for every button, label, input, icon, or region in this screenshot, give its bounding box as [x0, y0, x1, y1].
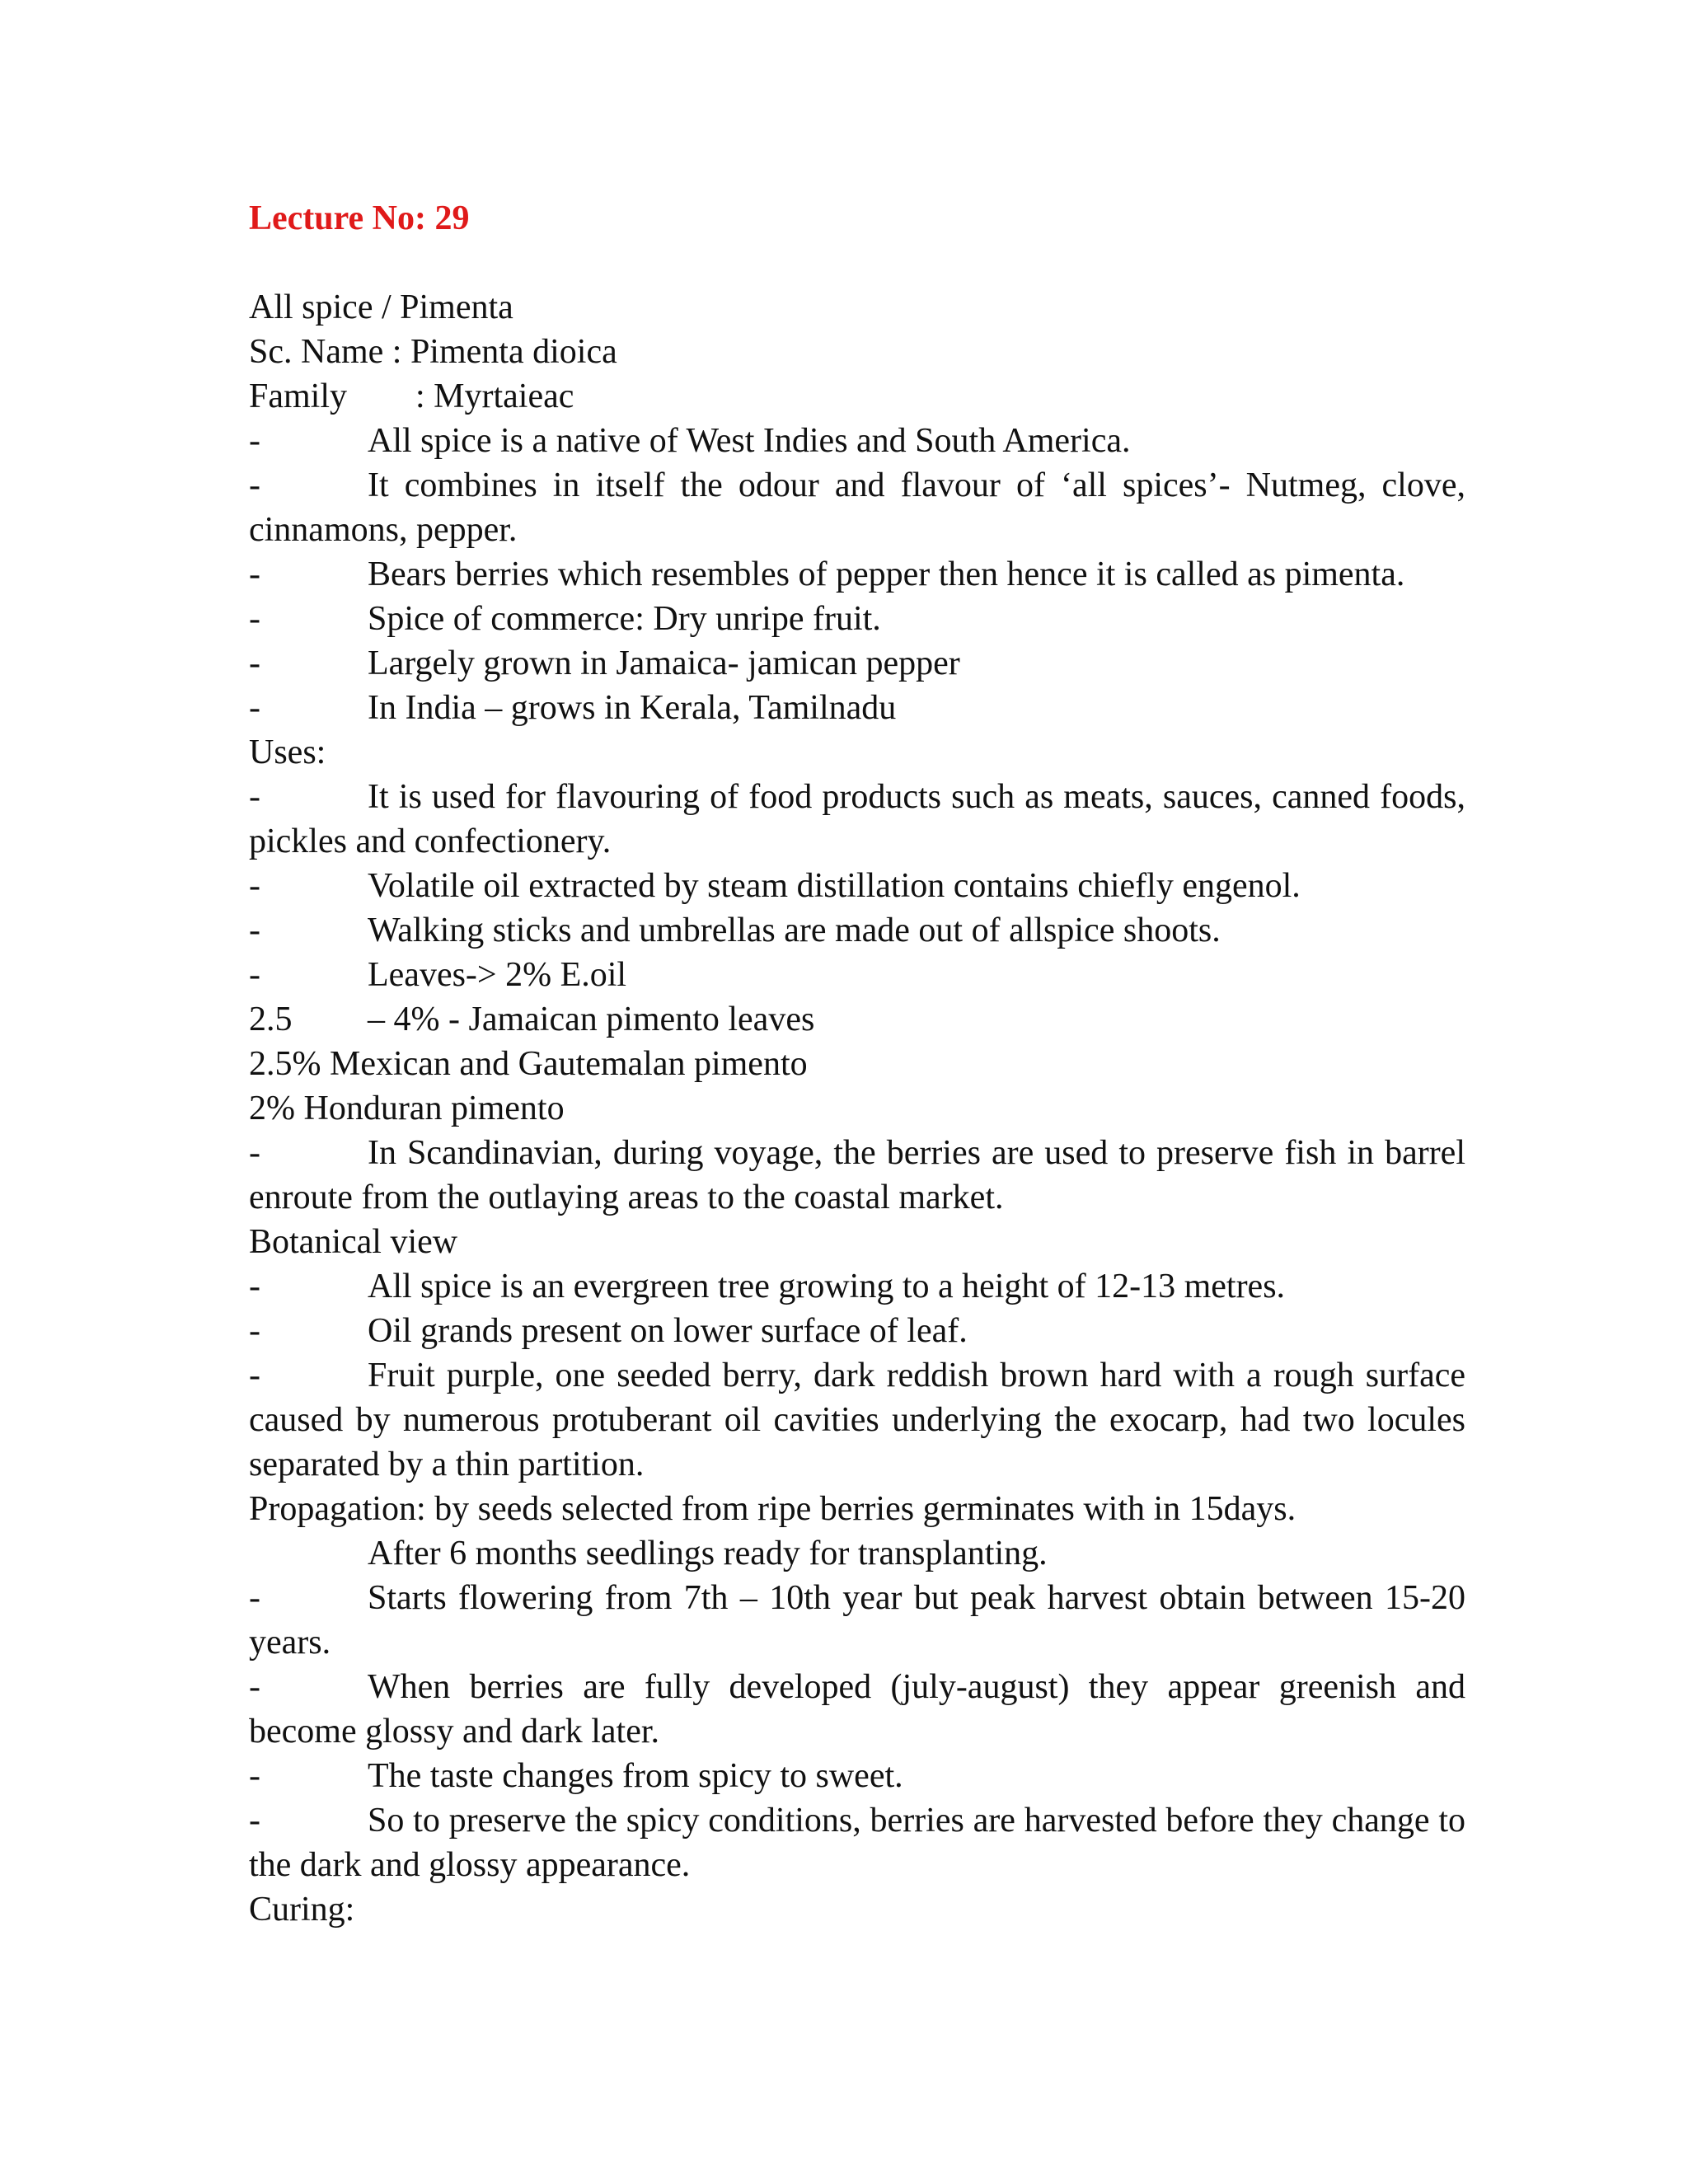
list-item-text: It combines in itself the odour and flavour of ‘all spices’- Nutmeg, clove, cinnamons, pepper.	[249, 466, 1465, 549]
list-item	[249, 1576, 1465, 1665]
list-item	[249, 864, 1465, 908]
spice-heading: All spice / Pimenta	[249, 288, 513, 326]
propagation-text: Propagation: by seeds selected from ripe berries germinates with in 15days.	[249, 1490, 1296, 1528]
list-item-text: When berries are fully developed (july-august) they appear greenish and become glossy and dark later.	[249, 1668, 1465, 1750]
oil-row-honduran: 2% Honduran pimento	[249, 1090, 565, 1127]
curing-heading: Curing:	[249, 1891, 355, 1929]
botanical-heading: Botanical view	[249, 1223, 458, 1261]
list-item-text: So to preserve the spicy conditions, berries are harvested before they change to the dark and glossy appearance.	[249, 1802, 1465, 1884]
family-row	[249, 374, 1465, 419]
bullet-dash: -	[249, 466, 260, 504]
list-item-text: Oil grands present on lower surface of leaf.	[368, 1312, 968, 1350]
bullet-dash: -	[249, 600, 260, 638]
list-item-text: All spice is an evergreen tree growing to a height of 12-13 metres.	[368, 1268, 1286, 1305]
list-item	[249, 552, 1465, 597]
list-item	[249, 1353, 1465, 1487]
document-page	[249, 196, 1465, 1932]
seedlings-text: After 6 months seedlings ready for transplanting.	[368, 1535, 1048, 1572]
list-item	[249, 419, 1465, 463]
bullet-dash: -	[249, 644, 260, 682]
family-value: : Myrtaieac	[415, 377, 574, 415]
bullet-dash: -	[249, 1579, 260, 1617]
list-item-text: In Scandinavian, during voyage, the berries are used to preserve fish in barrel enroute from the outlaying areas to the coastal market.	[249, 1134, 1465, 1216]
list-item-text: Volatile oil extracted by steam distillation contains chiefly engenol.	[368, 867, 1301, 905]
bullet-dash: -	[249, 1757, 260, 1795]
bullet-dash: -	[249, 422, 260, 460]
bullet-dash: -	[249, 956, 260, 994]
family-label: Family	[249, 377, 348, 415]
bullet-dash: -	[249, 1802, 260, 1840]
list-item	[249, 1264, 1465, 1309]
oil-row-number: 2.5	[249, 1001, 293, 1038]
bullet-dash: -	[249, 778, 260, 816]
list-item	[249, 1665, 1465, 1754]
list-item	[249, 597, 1465, 641]
oil-row-text: – 4% - Jamaican pimento leaves	[368, 1001, 815, 1038]
list-item-text: It is used for flavouring of food products such as meats, sauces, canned foods, pickles and confectionery.	[249, 778, 1465, 860]
list-item	[249, 641, 1465, 686]
bullet-dash: -	[249, 1134, 260, 1172]
bullet-dash: -	[249, 1268, 260, 1305]
lecture-title: Lecture No: 29	[249, 199, 470, 237]
list-item	[249, 463, 1465, 552]
list-item	[249, 775, 1465, 864]
list-item	[249, 1798, 1465, 1887]
oil-row-mexican: 2.5% Mexican and Gautemalan pimento	[249, 1045, 808, 1083]
list-item-text: Walking sticks and umbrellas are made out of allspice shoots.	[368, 912, 1221, 949]
bullet-dash: -	[249, 555, 260, 593]
list-item-text: Leaves-> 2% E.oil	[368, 956, 627, 994]
list-item-text: The taste changes from spicy to sweet.	[368, 1757, 903, 1795]
bullet-dash: -	[249, 1312, 260, 1350]
uses-heading: Uses:	[249, 733, 326, 771]
list-item	[249, 908, 1465, 953]
document-body	[249, 285, 1465, 1932]
list-item	[249, 1309, 1465, 1353]
oil-row-jamaican	[249, 997, 1465, 1042]
bullet-dash: -	[249, 912, 260, 949]
list-item	[249, 686, 1465, 730]
scientific-name: Sc. Name : Pimenta dioica	[249, 333, 617, 371]
list-item-text: Bears berries which resembles of pepper then hence it is called as pimenta.	[368, 555, 1405, 593]
list-item	[249, 1754, 1465, 1798]
bullet-dash: -	[249, 689, 260, 727]
list-item-text: Largely grown in Jamaica- jamican pepper	[368, 644, 960, 682]
list-item	[249, 1131, 1465, 1220]
list-item-text: All spice is a native of West Indies and South America.	[368, 422, 1131, 460]
list-item	[249, 953, 1465, 997]
bullet-dash: -	[249, 867, 260, 905]
bullet-dash: -	[249, 1668, 260, 1706]
list-item-text: Fruit purple, one seeded berry, dark reddish brown hard with a rough surface caused by numerous protuberant oil cavities underlying the exocarp, had two locules separated by a thin partition.	[249, 1357, 1465, 1483]
list-item-text: In India – grows in Kerala, Tamilnadu	[368, 689, 897, 727]
list-item-text: Spice of commerce: Dry unripe fruit.	[368, 600, 881, 638]
bullet-dash: -	[249, 1357, 260, 1394]
list-item-text: Starts flowering from 7th – 10th year but peak harvest obtain between 15-20 years.	[249, 1579, 1465, 1661]
